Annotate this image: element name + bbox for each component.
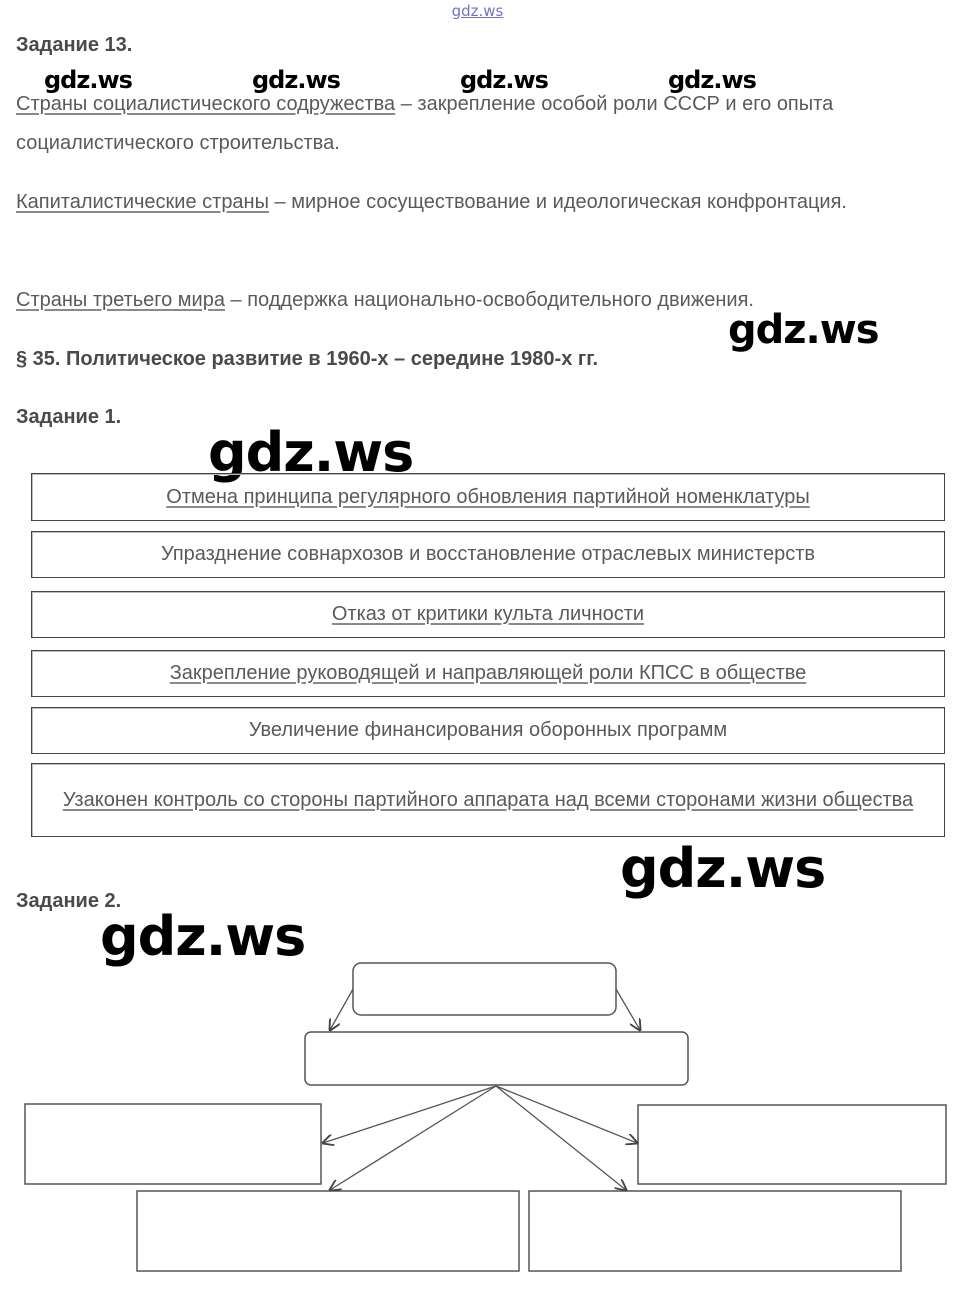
top-watermark: gdz.ws [451, 2, 504, 20]
diagram-arrow [323, 1086, 496, 1143]
answer-text: Увеличение финансирования оборонных программ [248, 719, 728, 741]
answer-box [31, 707, 945, 754]
task13-term: Страны социалистического содружества [16, 93, 396, 115]
answer-text: Узаконен контроль со стороны партийного аппарата над всеми сторонами жизни общества [62, 788, 914, 811]
watermark-text: gdz.ws [620, 837, 826, 900]
task2-diagram [0, 950, 955, 1280]
task13-description: – мирное сосуществование и идеологическая конфронтация. [268, 191, 847, 213]
diagram-arrow [330, 1086, 496, 1190]
task13-heading: Задание 13. [16, 34, 133, 56]
watermark-text: gdz.ws [100, 905, 306, 968]
diagram-arrow [496, 1086, 626, 1190]
watermark-text: gdz.ws [460, 66, 548, 94]
diagram-top-box [353, 963, 616, 1015]
answer-box [31, 591, 945, 638]
task13-item [16, 183, 916, 222]
watermark-text: gdz.ws [252, 66, 340, 94]
diagram-arrow [496, 1086, 637, 1143]
diagram-middle-box [305, 1032, 688, 1085]
task13-description: – поддержка национально-освободительного движения. [224, 289, 754, 311]
answer-box [31, 531, 945, 578]
answer-text: Упразднение совнархозов и восстановление отраслевых министерств [161, 543, 815, 565]
diagram-box-right [638, 1105, 946, 1184]
watermark-text: gdz.ws [728, 307, 879, 353]
diagram-arrow [330, 989, 353, 1030]
section-heading: § 35. Политическое развитие в 1960-х – середине 1980-х гг. [16, 348, 599, 370]
task13-item [16, 85, 916, 163]
diagram-box-bottom-right [529, 1191, 901, 1271]
answer-text: Отказ от критики культа личности [331, 603, 645, 625]
task1-heading: Задание 1. [16, 406, 122, 428]
watermark-text: gdz.ws [208, 421, 414, 484]
diagram-box-left [25, 1104, 321, 1184]
diagram-box-bottom-left [137, 1191, 519, 1271]
answer-text: Закрепление руководящей и направляющей роли КПСС в обществе [169, 662, 807, 684]
answer-box [31, 763, 945, 837]
answer-box [31, 650, 945, 697]
diagram-arrow [616, 989, 640, 1030]
watermark-text: gdz.ws [44, 66, 132, 94]
task2-heading: Задание 2. [16, 890, 122, 912]
answer-text: Отмена принципа регулярного обновления партийной номенклатуры [166, 485, 810, 508]
watermark-text: gdz.ws [668, 66, 756, 94]
task13-description: – закрепление особой роли СССР и его опыта социалистического строительства. [16, 93, 834, 154]
answer-box [31, 473, 945, 521]
task13-term: Капиталистические страны [16, 191, 269, 213]
task13-term: Страны третьего мира [16, 289, 225, 311]
